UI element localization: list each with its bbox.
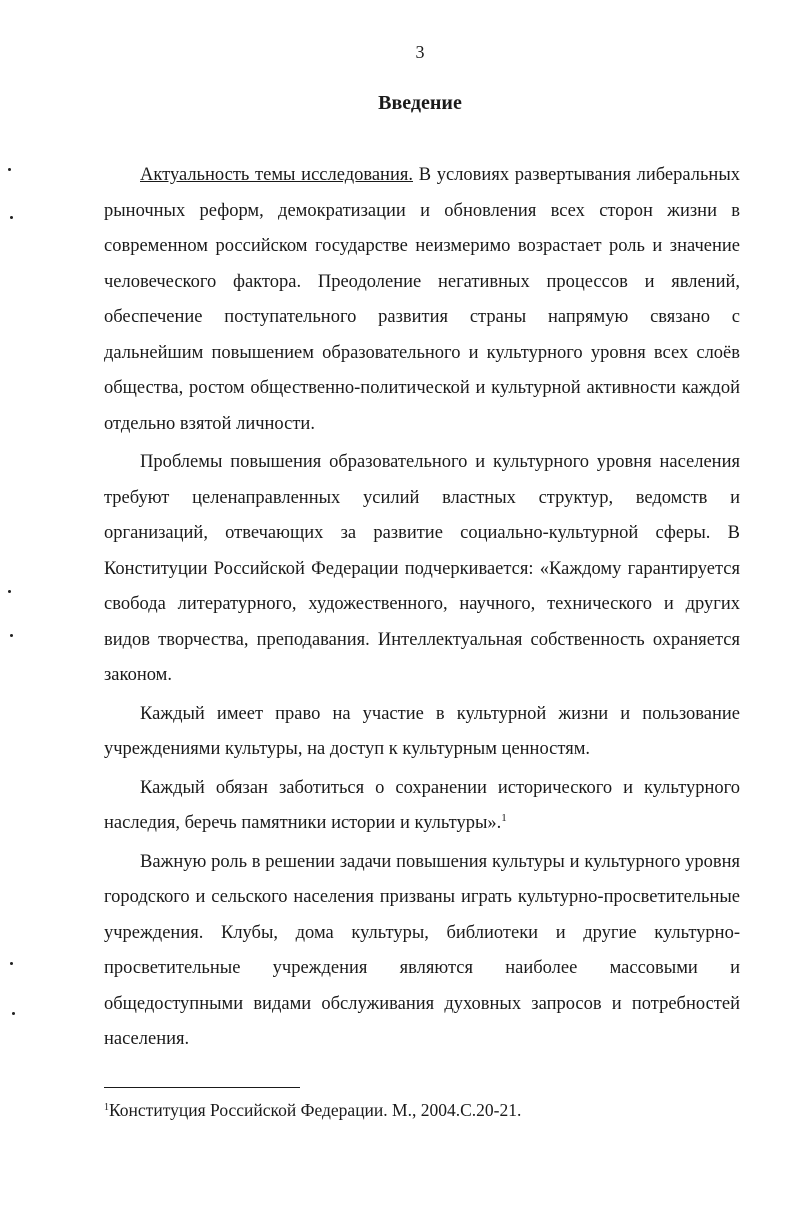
paragraph-institutions [104,845,740,1058]
scan-speck [10,962,13,965]
paragraph-relevance [104,158,740,442]
paragraph-duties [104,771,740,842]
paragraph-text: Проблемы повышения образовательного и культурного уровня населения требуют целенаправленных усилий властных структур, ведомств и организаций, отвечающих за развитие социально-культурной сферы. В Конституции Российской Федерации подчеркивается: «Каждому гарантируется свобода литературного, художественного, научного, технического и других видов творчества, преподавания. Интеллектуальная собственность охраняется законом. [104,452,740,685]
paragraph-text: Каждый имеет право на участие в культурной жизни и пользование учреждениями культуры, на доступ к культурным ценностям. [104,703,740,759]
paragraph-problems [104,445,740,694]
footnote-marker: 1 [104,1102,109,1113]
scan-speck [8,590,11,593]
scan-speck [10,216,13,219]
paragraph-rights [104,697,740,768]
section-title: Введение [378,92,462,114]
paragraph-text: Каждый обязан заботиться о сохранении исторического и культурного наследия, беречь памятники истории и культуры». [104,777,740,833]
paragraph-text: Важную роль в решении задачи повышения культуры и культурного уровня городского и сельского населения призваны играть культурно-просветительные учреждения. Клубы, дома культуры, библиотеки и другие культурно-просветительные учреждения являются наиболее массовыми и общедоступными видами обслуживания духовных запросов и потребностей населения. [104,851,740,1049]
footnote-text: Конституция Российской Федерации. М., 2004.С.20-21. [109,1100,522,1120]
scan-speck [8,168,11,171]
footnote-reference: 1 [501,812,507,824]
page-number: 3 [415,42,425,62]
scan-speck [12,1012,15,1015]
scan-speck [10,634,13,637]
footnote-divider [104,1087,300,1088]
body-text [104,158,740,1058]
relevance-heading: Актуальность темы исследования. [140,165,413,185]
footnote [104,1098,521,1122]
paragraph-text: В условиях развертывания либеральных рыночных реформ, демократизации и обновления всех сторон жизни в современном российском государстве неизмеримо возрастает роль и значение человеческого фактора. Преодоление негативных процессов и явлений, обеспечение поступательного развития страны напрямую связано с дальнейшим повышением образовательного и культурного уровня всех слоёв общества, ростом общественно-политической и культурной активности каждой отдельно взятой личности. [104,165,741,434]
